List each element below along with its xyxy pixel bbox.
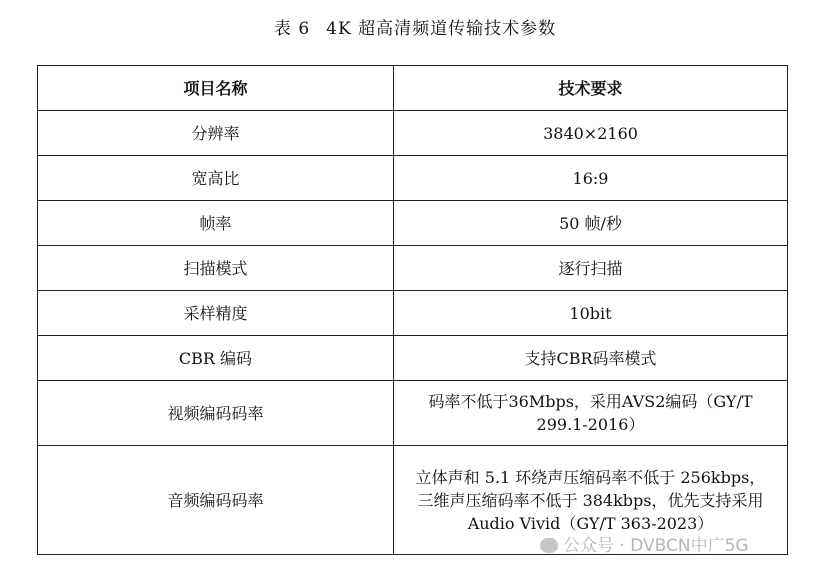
spec-table [37,65,788,555]
watermark-text: 公众号 · DVBCN中广5G [563,536,749,556]
table-row [38,291,788,336]
row-name: 分辨率 [38,111,394,156]
row-value: 3840×2160 [394,111,788,156]
table-row [38,336,788,381]
row-value: 立体声和 5.1 环绕声压缩码率不低于 256kbps，三维声压缩码率不低于 384kbps，优先支持采用 Audio Vivid（GY/T 363-2023） [394,446,788,555]
row-name: 视频编码码率 [38,381,394,446]
table-caption [0,14,830,39]
row-value: 码率不低于36Mbps，采用AVS2编码（GY/T 299.1-2016） [394,381,788,446]
table-row [38,156,788,201]
row-value: 逐行扫描 [394,246,788,291]
table-row [38,381,788,446]
row-name: 音频编码码率 [38,446,394,555]
wechat-icon [540,538,558,553]
row-value: 支持CBR码率模式 [394,336,788,381]
table-header-row [38,66,788,111]
row-name: 帧率 [38,201,394,246]
table-number: 表 6 [273,19,311,39]
row-value: 50 帧/秒 [394,201,788,246]
table-title: 4K 超高清频道传输技术参数 [326,19,557,39]
row-name: CBR 编码 [38,336,394,381]
table-row [38,246,788,291]
row-value: 10bit [394,291,788,336]
row-name: 扫描模式 [38,246,394,291]
header-requirement: 技术要求 [394,66,788,111]
header-item-name: 项目名称 [38,66,394,111]
row-name: 宽高比 [38,156,394,201]
table-row [38,111,788,156]
row-name: 采样精度 [38,291,394,336]
watermark [540,531,749,556]
row-value: 16:9 [394,156,788,201]
table-row [38,201,788,246]
